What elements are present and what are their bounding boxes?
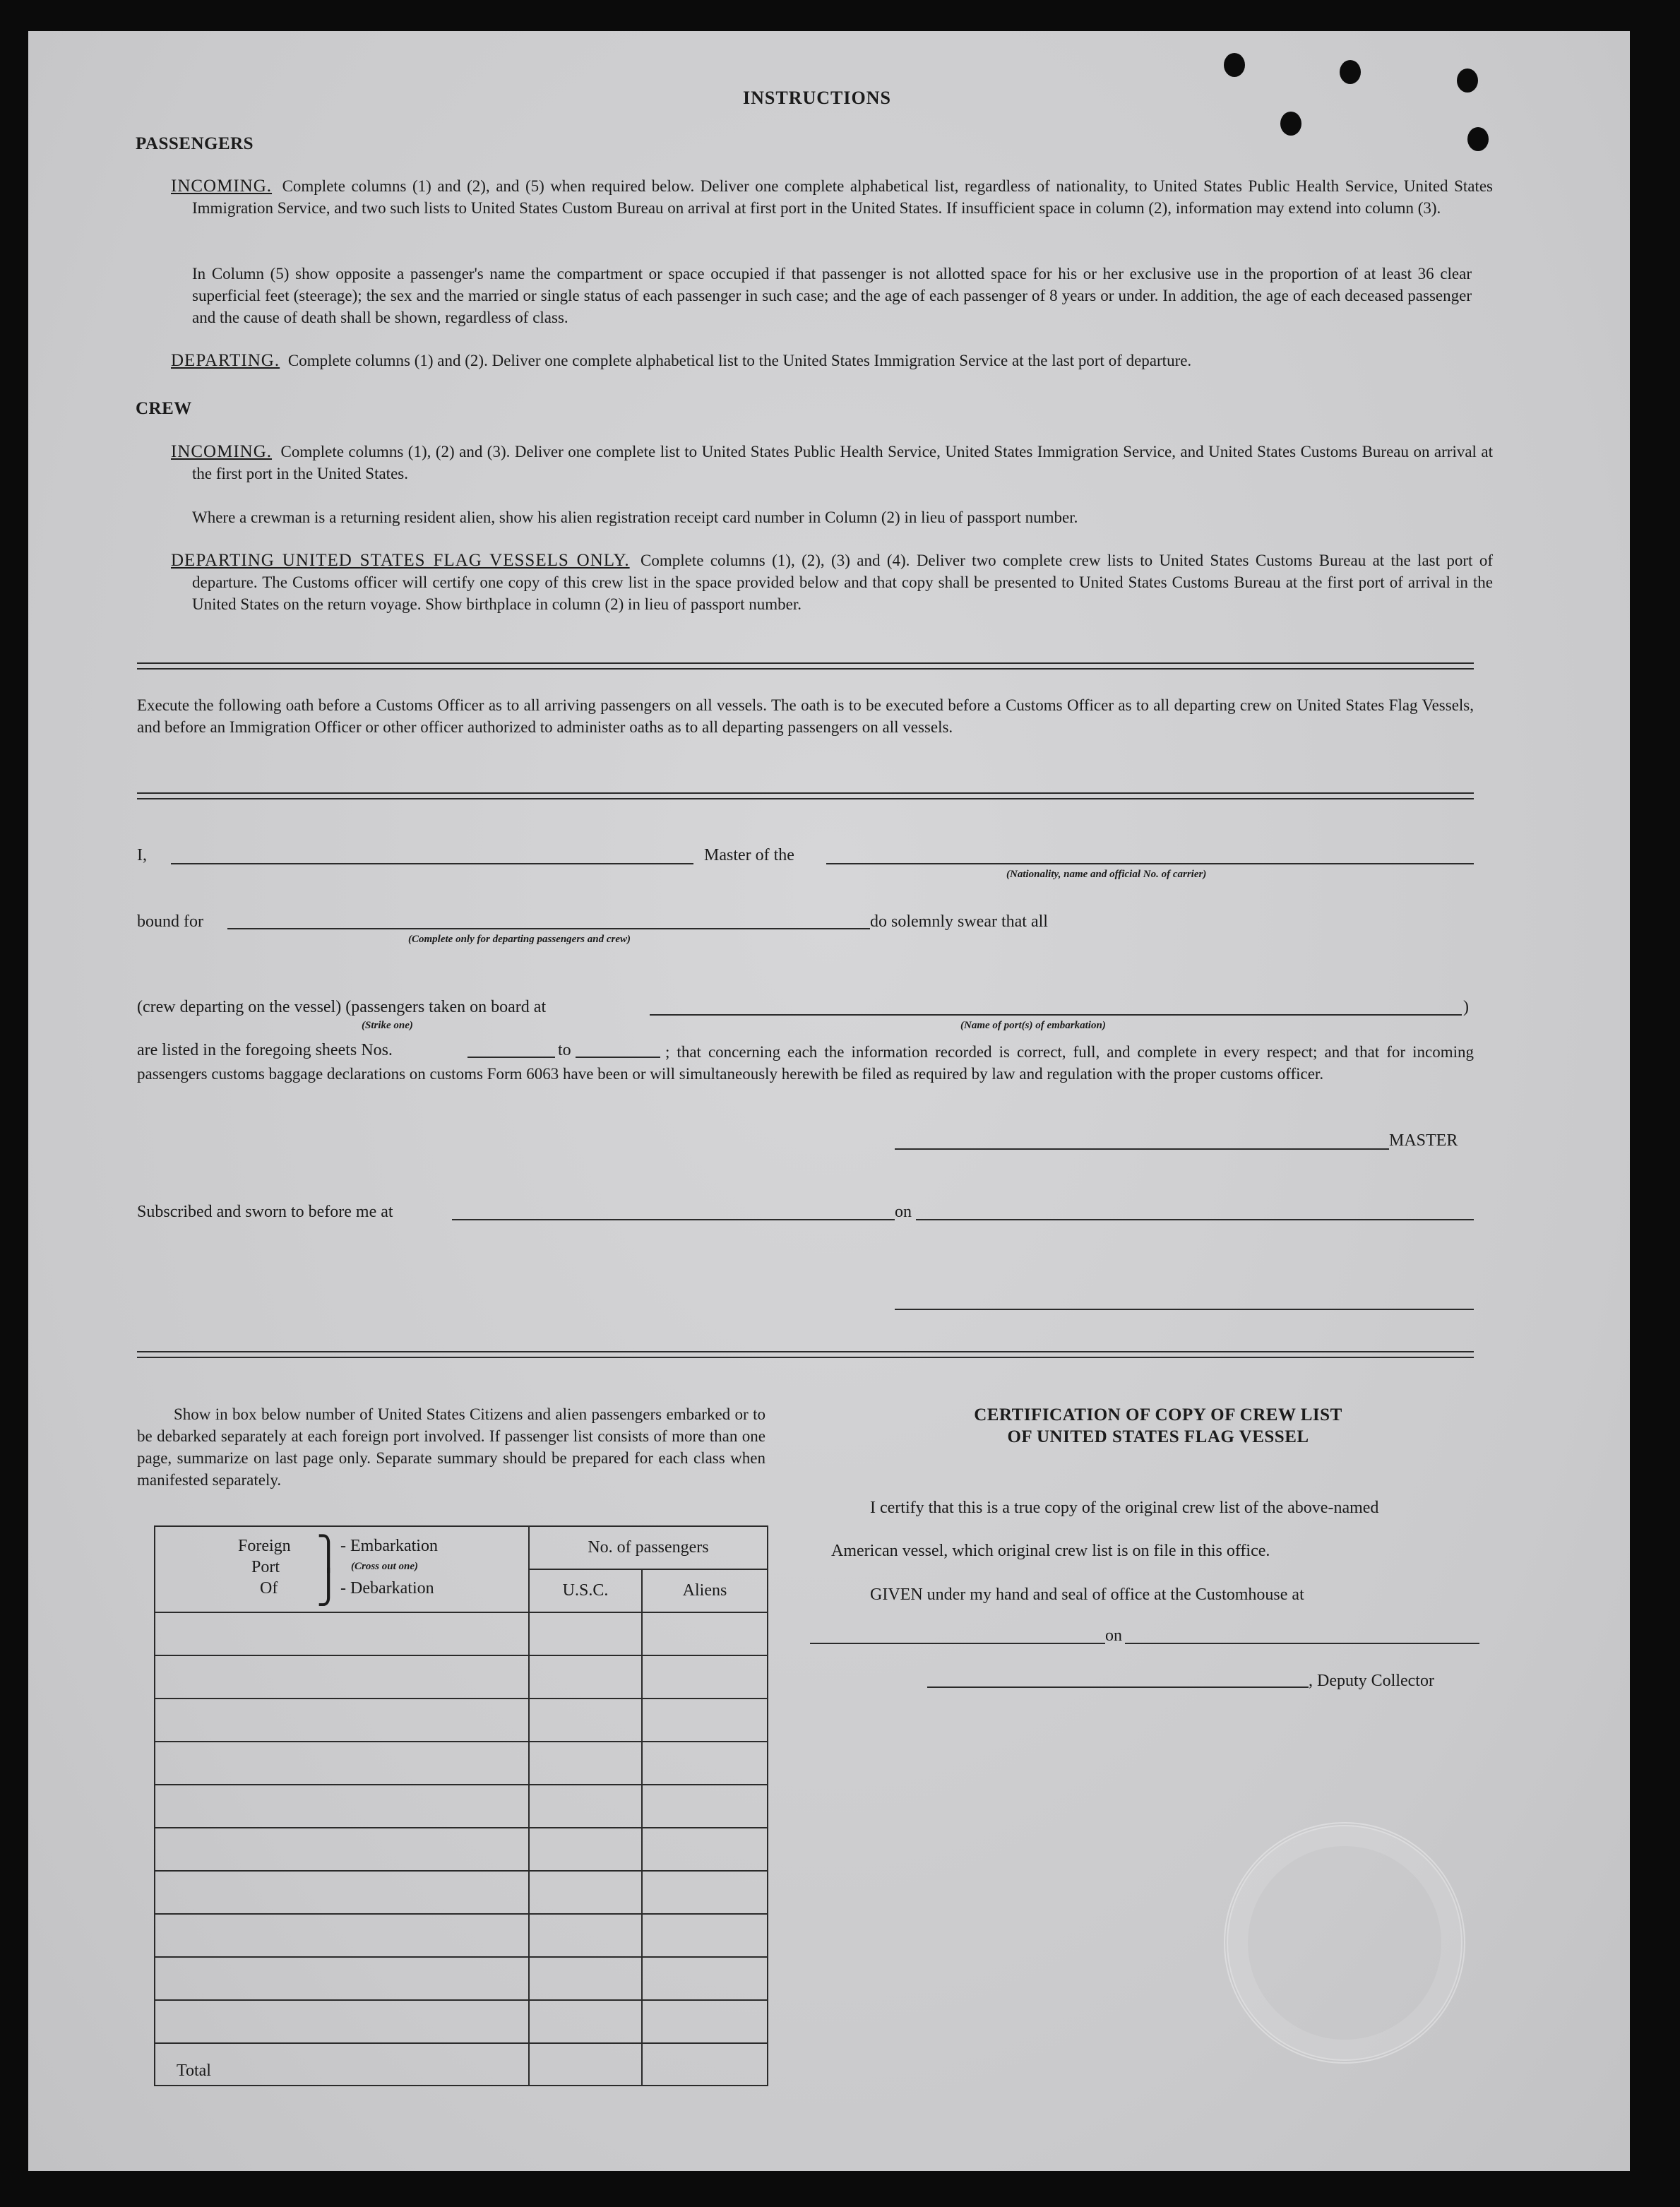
listed-rest-text: ; that concerning each the information recorded is correct, full, and complete in every respect; and that for incoming passengers customs baggage declarations on customs Form 6063 have been or will simultaneously herewith be filed as required by law and regulation with the proper customs officer. (137, 1043, 1474, 1083)
table-cell-aliens[interactable] (642, 1785, 768, 1828)
oath-intro: Execute the following oath before a Customs Officer as to all arriving passengers on all vessels. The oath is to be executed before a Customs Officer as to all departing crew on United States Flag Vessels, and before an Immigration Officer or other officer authorized to administer oaths as to all departing passengers on all vessels. (137, 696, 1474, 736)
table-cell-usc[interactable] (529, 1914, 642, 1957)
table-cell-port[interactable] (155, 1957, 529, 2000)
certify-line1: I certify that this is a true copy of the original crew list of the above-named (870, 1499, 1379, 1517)
summary-intro: Show in box below number of United States Citizens and alien passengers embarked or to be debarked separately at each foreign port involved. If passenger list consists of more than one page, summarize on last page only. Separate summary should be prepared for each class when manifested separately. (137, 1405, 765, 1489)
total-aliens-cell[interactable] (642, 2043, 768, 2086)
table-cell-aliens[interactable] (642, 1699, 768, 1742)
customhouse-field[interactable] (810, 1643, 1105, 1644)
cert-on-label: on (1105, 1626, 1122, 1645)
crew-departing-text: (crew departing on the vessel) (passengers taken on board at (137, 998, 547, 1016)
crew-incoming-paragraph (171, 441, 1493, 484)
swear-text: do solemnly swear that all (870, 912, 1048, 931)
total-cell (155, 2043, 529, 2086)
master-of-the-label: Master of the (704, 846, 794, 864)
header-of: Of (260, 1579, 278, 1598)
bound-for-field[interactable] (227, 928, 870, 929)
table-cell-usc[interactable] (529, 1742, 642, 1785)
usc-header: U.S.C. (529, 1569, 642, 1612)
carrier-note: (Nationality, name and official No. of carrier) (1006, 869, 1207, 880)
passengers-incoming-text: Complete columns (1) and (2), and (5) when required below. Deliver one complete alphabetical list, regardless of nationality, to United States Public Health Service, United States Immigration Service, and two such lists to United States Custom Bureau on arrival at first port in the United States. If insufficient space in column (2), information may extend into column (3). (192, 177, 1494, 217)
certify-line2: American vessel, which original crew list is on file in this office. (831, 1542, 1270, 1560)
header-port: Port (251, 1558, 280, 1576)
table-cell-usc[interactable] (529, 1699, 642, 1742)
crew-incoming-text: Complete columns (1), (2) and (3). Deliver one complete list to United States Public Health Service, United States Immigration Service, and United States Customs Bureau on arrival at the first port in the United States. (192, 443, 1493, 482)
sworn-place-field[interactable] (452, 1219, 895, 1220)
table-cell-aliens[interactable] (642, 1612, 768, 1655)
passenger-summary-table (154, 1525, 768, 2086)
passengers-departing-text: Complete columns (1) and (2). Deliver one complete alphabetical list to the United States Immigration Service at the last port of departure. (287, 352, 1192, 369)
table-cell-usc[interactable] (529, 1871, 642, 1914)
table-cell-port[interactable] (155, 1828, 529, 1871)
table-cell-aliens[interactable] (642, 1871, 768, 1914)
carrier-field[interactable] (826, 863, 1474, 864)
cert-date-field[interactable] (1125, 1643, 1479, 1644)
crew-departing-paragraph (171, 549, 1493, 615)
table-cell-port[interactable] (155, 1612, 529, 1655)
oath-i-label: I, (137, 846, 147, 864)
table-cell-port[interactable] (155, 1914, 529, 1957)
table-cell-usc[interactable] (529, 1828, 642, 1871)
punch-hole (1467, 127, 1489, 151)
crew-departing-label: DEPARTING UNITED STATES FLAG VESSELS ONLY. (171, 551, 630, 570)
passengers-incoming-paragraph (171, 175, 1493, 219)
header-debarkation: - Debarkation (340, 1579, 434, 1598)
subscribed-label: Subscribed and sworn to before me at (137, 1203, 393, 1221)
header-cross-out: (Cross out one) (351, 1561, 419, 1572)
master-label: MASTER (1389, 1131, 1458, 1150)
certification-title-line1: CERTIFICATION OF COPY OF CREW LIST (974, 1405, 1342, 1424)
certification-title-line2: OF UNITED STATES FLAG VESSEL (1007, 1427, 1309, 1446)
crew-heading: CREW (136, 399, 192, 418)
crew-resident-paragraph: Where a crewman is a returning resident alien, show his alien registration receipt card number in Column (2) in lieu of passport number. (192, 508, 1078, 526)
total-usc-cell[interactable] (529, 2043, 642, 2086)
close-paren: ) (1463, 998, 1469, 1016)
table-cell-port[interactable] (155, 1785, 529, 1828)
punch-hole (1340, 60, 1361, 84)
master-signature-field[interactable] (895, 1148, 1389, 1150)
punch-hole (1224, 53, 1245, 77)
table-cell-port[interactable] (155, 1742, 529, 1785)
crew-incoming-label: INCOMING. (171, 442, 273, 461)
passengers-departing-label: DEPARTING. (171, 351, 280, 370)
total-label: Total (177, 2062, 211, 2080)
passengers-departing-paragraph (171, 350, 1493, 371)
to-label: to (558, 1041, 571, 1059)
listed-prefix: are listed in the foregoing sheets Nos. (137, 1041, 393, 1059)
table-cell-port[interactable] (155, 1871, 529, 1914)
punch-hole (1280, 112, 1301, 136)
table-cell-aliens[interactable] (642, 1914, 768, 1957)
port-note: (Name of port(s) of embarkation) (960, 1020, 1106, 1031)
port-embarkation-field[interactable] (650, 1014, 1462, 1016)
table-cell-aliens[interactable] (642, 1655, 768, 1699)
crew-departing-text: Complete columns (1), (2), (3) and (4). Deliver two complete crew lists to United States Customs Bureau at the last port of departure. The Customs officer will certify one copy of this crew list in the space provided below and that copy shall be presented to United States Customs Bureau at the first port of arrival in the United States on the return voyage. Show birthplace in column (2) in lieu of passport number. (192, 552, 1493, 613)
certification-title (847, 1404, 1469, 1448)
table-cell-port[interactable] (155, 1699, 529, 1742)
passengers-heading: PASSENGERS (136, 134, 254, 153)
on-label: on (895, 1203, 912, 1221)
no-passengers-header: No. of passengers (529, 1526, 768, 1569)
foreign-port-header (155, 1526, 529, 1612)
page-title: INSTRUCTIONS (743, 88, 891, 108)
bracket-glyph: ⎫ (316, 1535, 341, 1571)
table-cell-aliens[interactable] (642, 1957, 768, 2000)
table-cell-port[interactable] (155, 1655, 529, 1699)
bound-note: (Complete only for departing passengers and crew) (408, 934, 631, 945)
given-line: GIVEN under my hand and seal of office at the Customhouse at (870, 1586, 1304, 1604)
table-cell-usc[interactable] (529, 1785, 642, 1828)
table-cell-port[interactable] (155, 2000, 529, 2043)
table-cell-aliens[interactable] (642, 2000, 768, 2043)
passengers-incoming-label: INCOMING. (171, 177, 273, 196)
officer-signature-field[interactable] (895, 1309, 1474, 1310)
section-divider (137, 662, 1474, 670)
table-cell-aliens[interactable] (642, 1828, 768, 1871)
header-embarkation: - Embarkation (340, 1537, 438, 1555)
strike-one-note: (Strike one) (362, 1020, 413, 1031)
deputy-collector-label: , Deputy Collector (1309, 1672, 1434, 1690)
aliens-header: Aliens (642, 1569, 768, 1612)
header-foreign: Foreign (238, 1537, 291, 1555)
sworn-date-field[interactable] (916, 1219, 1474, 1220)
table-cell-usc[interactable] (529, 1612, 642, 1655)
section-divider (137, 792, 1474, 799)
master-name-field[interactable] (171, 863, 693, 864)
table-cell-usc[interactable] (529, 1957, 642, 2000)
customs-seal-emboss (1224, 1822, 1465, 2064)
bound-for-label: bound for (137, 912, 203, 931)
punch-hole (1457, 69, 1478, 93)
section-divider (137, 1351, 1474, 1358)
passengers-column5-paragraph: In Column (5) show opposite a passenger's name the compartment or space occupied if that passenger is not allotted space for his or her exclusive use in the proportion of at least 36 clear superficial feet (steerage); the sex and the married or single status of each passenger in such case; and the age of each passenger of 8 years or under. In addition, the age of each deceased passenger and the cause of death shall be shown, regardless of class. (192, 265, 1472, 326)
table-cell-usc[interactable] (529, 2000, 642, 2043)
table-cell-usc[interactable] (529, 1655, 642, 1699)
table-cell-aliens[interactable] (642, 1742, 768, 1785)
deputy-signature-field[interactable] (927, 1687, 1309, 1688)
bracket-glyph: ⎭ (316, 1569, 341, 1605)
